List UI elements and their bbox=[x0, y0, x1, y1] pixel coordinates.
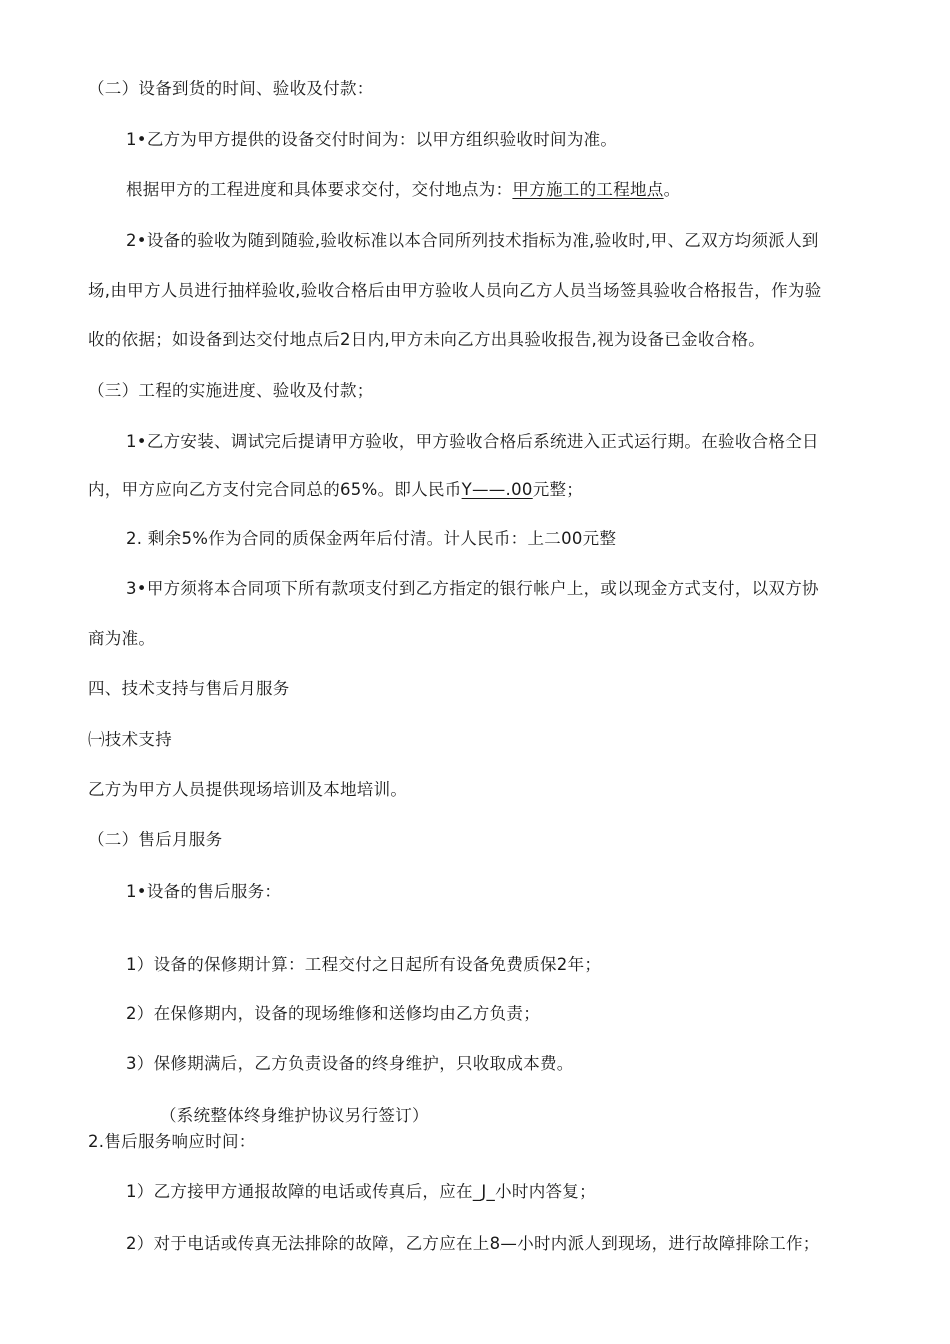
paragraph-bank-line1: 3•甲方须将本合同项下所有款项支付到乙方指定的银行帐户上，或以现金方式支付，以双方协 bbox=[126, 579, 819, 598]
list-item-maintenance: 3）保修期满后，乙方负责设备的终身维护，只收取成本费。 bbox=[126, 1054, 574, 1073]
section-heading-delivery: （二）设备到货的时间、验收及付款： bbox=[88, 79, 374, 98]
section-heading-tech-support: ㈠技术支持 bbox=[88, 730, 172, 749]
reply-time-text: 1）乙方接甲方通报故障的电话或传真后，应在 bbox=[126, 1182, 473, 1201]
paragraph-training: 乙方为甲方人员提供现场培训及本地培训。 bbox=[88, 780, 408, 799]
paragraph-bank-line2: 商为准。 bbox=[88, 629, 156, 648]
paragraph-acceptance-line2: 场,由甲方人员进行抽样验收,验收合格后由甲方验收人员向乙方人员当场签具验收合格报告，作为验 bbox=[88, 281, 822, 300]
subheading-equipment-service: 1•设备的售后服务： bbox=[126, 882, 282, 901]
delivery-location-end: 。 bbox=[663, 180, 681, 199]
payment-amount-underlined: Y——.00 bbox=[461, 480, 533, 499]
payment-text: 内，甲方应向乙方支付完合同总的65%。即人民币 bbox=[88, 480, 462, 499]
list-item-warranty-period: 1）设备的保修期计算：工程交付之日起所有设备免费质保2年； bbox=[126, 955, 602, 974]
paragraph-delivery-time: 1•乙方为甲方提供的设备交付时间为：以甲方组织验收时间为准。 bbox=[126, 130, 618, 149]
paragraph-delivery-location bbox=[126, 179, 680, 201]
chapter-heading-support: 四、技术支持与售后月服务 bbox=[88, 679, 290, 698]
list-item-repair: 2）在保修期内，设备的现场维修和送修均由乙方负责； bbox=[126, 1004, 540, 1023]
delivery-location-underlined: 甲方施工的工程地点 bbox=[512, 180, 664, 199]
paragraph-acceptance-line1: 2•设备的验收为随到随验,验收标准以本合同所列技术指标为准,验收时,甲、乙双方均须派人到 bbox=[126, 231, 819, 250]
list-item-reply-time bbox=[126, 1181, 596, 1203]
subheading-response-time: 2.售后服务响应时间： bbox=[88, 1132, 256, 1151]
paragraph-payment-line2 bbox=[88, 479, 583, 501]
note-maintenance-agreement: （系统整体终身维护协议另行签订） bbox=[160, 1106, 429, 1125]
payment-text-end: 元整； bbox=[532, 480, 584, 499]
list-item-onsite-time: 2）对于电话或传真无法排除的故障，乙方应在上8—小时内派人到现场，进行故障排除工作； bbox=[126, 1234, 820, 1253]
paragraph-acceptance-line3: 收的依据；如设备到达交付地点后2日内,甲方未向乙方出具验收报告,视为设备已金收合格。 bbox=[88, 330, 766, 349]
paragraph-warranty-deposit: 2. 剩余5%作为合同的质保金两年后付清。计人民币：上二00元整 bbox=[126, 529, 617, 548]
section-heading-after-sales: （二）售后月服务 bbox=[88, 830, 223, 849]
reply-time-hours: _J_ bbox=[472, 1182, 496, 1201]
paragraph-payment-line1: 1•乙方安装、调试完后提请甲方验收，甲方验收合格后系统进入正式运行期。在验收合格仝日 bbox=[126, 432, 819, 451]
delivery-location-text: 根据甲方的工程进度和具体要求交付，交付地点为： bbox=[126, 180, 513, 199]
section-heading-implementation: （三）工程的实施进度、验收及付款； bbox=[88, 381, 374, 400]
reply-time-text-end: 小时内答复； bbox=[495, 1182, 596, 1201]
